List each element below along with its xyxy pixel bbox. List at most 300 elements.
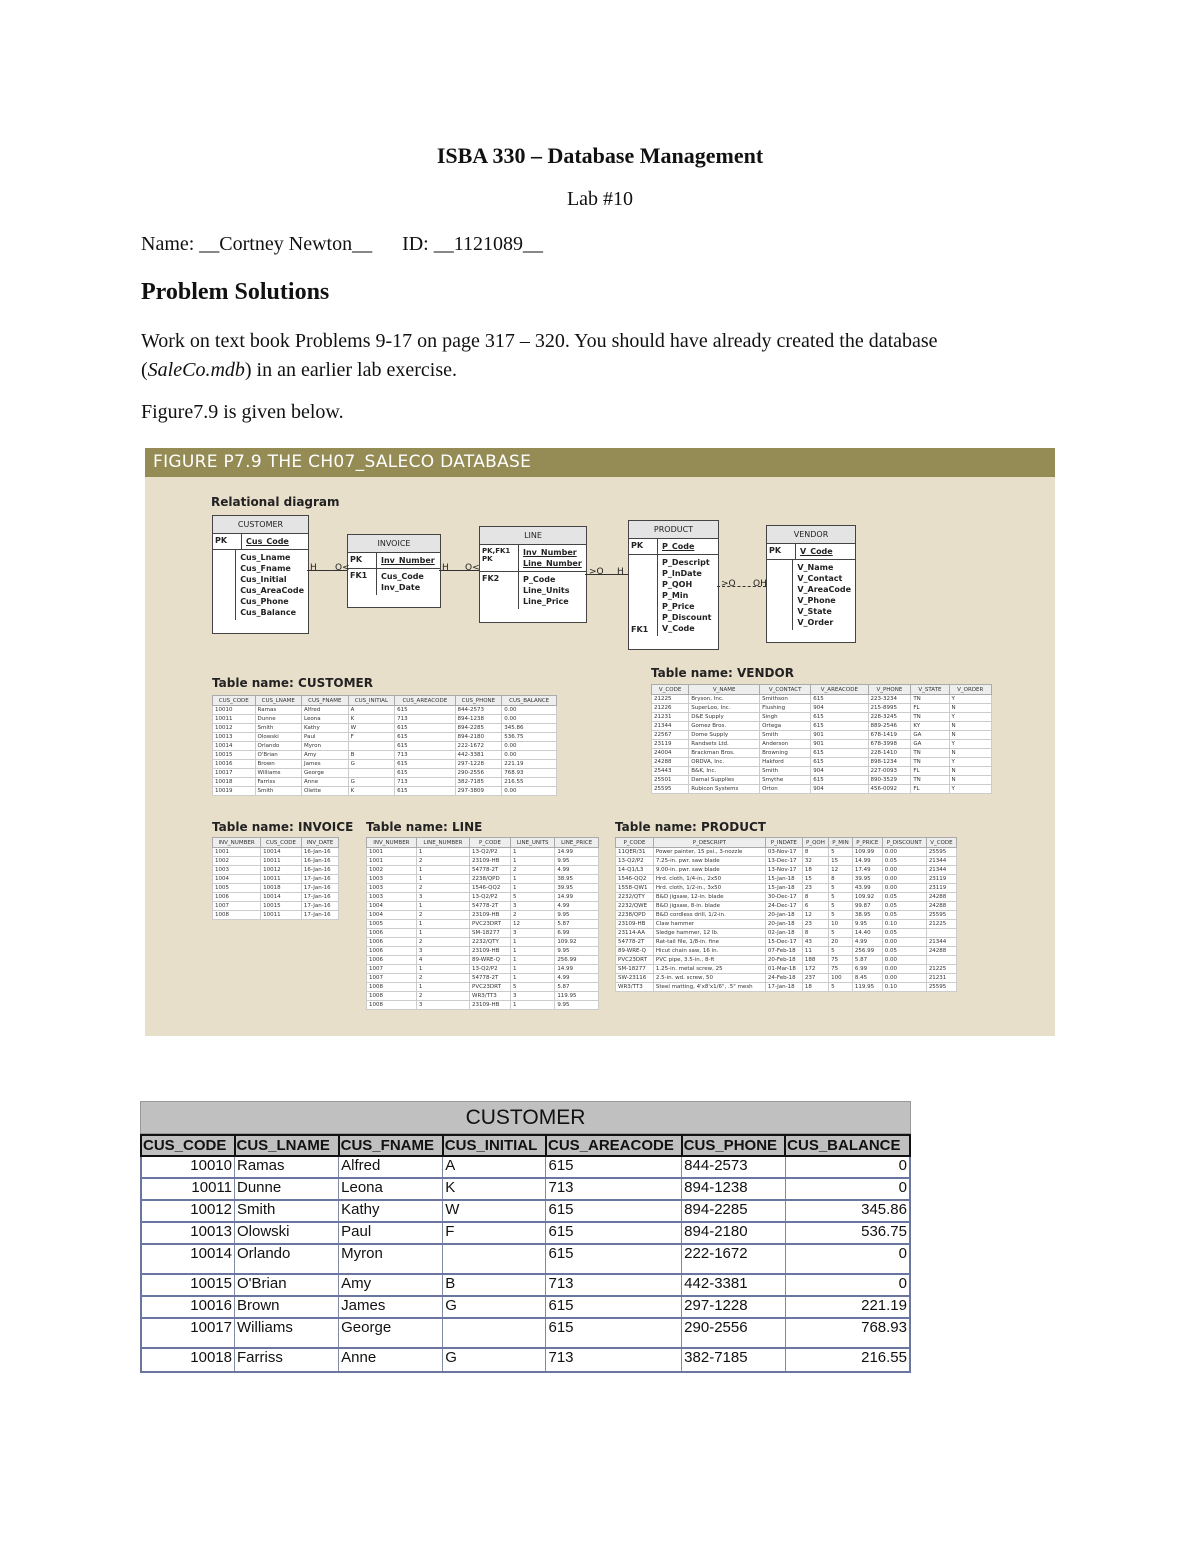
table-cell: 9.95 [555, 911, 599, 920]
table-row [213, 902, 339, 911]
table-cell: K [348, 787, 395, 796]
table-cell: GA [911, 740, 949, 749]
table-cell: 14.99 [555, 848, 599, 857]
entity-line-pk: PK,FK1 PK [480, 545, 519, 571]
table-cell: 32 [802, 857, 828, 866]
table-cell: 615 [811, 776, 868, 785]
table-cell: 221.19 [785, 1296, 910, 1318]
table-cell: 0.00 [882, 848, 926, 857]
figure-note: Figure7.9 is given below. [141, 401, 344, 423]
table-cell: 9.95 [555, 1001, 599, 1010]
table-cell: 442-3381 [455, 751, 502, 760]
table-cell: 9.95 [555, 947, 599, 956]
table-cell: 1 [511, 947, 555, 956]
table-cell: Smithson [760, 695, 811, 704]
table-cell: 615 [395, 742, 455, 751]
table-cell: 1007 [367, 974, 417, 983]
table-cell: TN [911, 713, 949, 722]
table-cell: 9.00-in. pwr. saw blade [653, 866, 765, 875]
table-cell: 1007 [213, 902, 261, 911]
entity-attribute: P_QOH [662, 580, 693, 589]
table-cell: Hicut chain saw, 16 in. [653, 947, 765, 956]
table-cell: 615 [811, 758, 868, 767]
table-row [616, 893, 957, 902]
figure-banner: FIGURE P7.9 THE CH07_SALECO DATABASE [145, 448, 1055, 477]
table-cell: Y [949, 713, 991, 722]
table-cell: 1008 [367, 992, 417, 1001]
table-cell: 2232/QTY [470, 938, 511, 947]
mini-table-product [615, 837, 957, 992]
table-cell: 1 [511, 857, 555, 866]
customer-table-body [141, 1156, 910, 1372]
table-cell: Rubicon Systems [689, 785, 760, 794]
table-cell: 713 [546, 1348, 682, 1372]
table-cell: 20 [829, 938, 853, 947]
table-cell: 0.05 [882, 902, 926, 911]
table-cell: 1546-QQ2 [616, 875, 654, 884]
entity-vendor-pk: PK [767, 544, 796, 559]
table-cell: WR3/TT3 [470, 992, 511, 1001]
table-cell: 24-Dec-17 [765, 902, 802, 911]
entity-attribute: Cus_Fname [240, 564, 291, 573]
table-cell: 2 [416, 911, 469, 920]
table-cell: 1 [511, 1001, 555, 1010]
table-cell: 1 [416, 965, 469, 974]
table-cell: 54778-2T [470, 974, 511, 983]
table-cell: 8 [802, 929, 828, 938]
relational-diagram-label: Relational diagram [211, 495, 340, 509]
product-table-label: Table name: PRODUCT [615, 820, 766, 834]
table-cell: 5 [511, 893, 555, 902]
lab-number: Lab #10 [566, 188, 634, 210]
table-cell: 10011 [141, 1178, 235, 1200]
entity-product-fk: FK1 [631, 625, 649, 634]
table-cell: 99.87 [852, 902, 882, 911]
table-cell: 5 [829, 848, 853, 857]
table-cell: B&K, Inc. [689, 767, 760, 776]
table-cell: 1 [511, 965, 555, 974]
table-cell: 0.00 [882, 956, 926, 965]
customer-table-section [140, 1101, 911, 1373]
table-cell: Smythe [760, 776, 811, 785]
table-row [367, 875, 599, 884]
table-cell: 13-Q2/P2 [616, 857, 654, 866]
table-cell: 12 [829, 866, 853, 875]
table-row [367, 947, 599, 956]
table-cell: 17-Jan-16 [301, 911, 338, 920]
table-cell: 713 [395, 751, 455, 760]
entity-attribute: Inv_Number [523, 548, 577, 557]
table-cell: 0.00 [882, 974, 926, 983]
entity-attribute: P_InDate [662, 569, 702, 578]
table-cell: 0.10 [882, 920, 926, 929]
entity-attribute: P_Price [662, 602, 695, 611]
table-cell: 17-Jan-16 [301, 902, 338, 911]
table-cell: 678-3998 [868, 740, 911, 749]
table-cell: 256.99 [852, 947, 882, 956]
table-row [141, 1178, 910, 1200]
table-cell: 109.92 [555, 938, 599, 947]
table-cell: Randsets Ltd. [689, 740, 760, 749]
table-cell: 615 [395, 787, 455, 796]
entity-invoice-name: INVOICE [348, 535, 440, 553]
table-cell: 23109-HB [470, 857, 511, 866]
table-cell: 25595 [652, 785, 689, 794]
table-cell: 10017 [141, 1318, 235, 1348]
table-cell: 6 [802, 902, 828, 911]
table-cell: 5.87 [555, 920, 599, 929]
table-cell: 25501 [652, 776, 689, 785]
table-row [213, 751, 557, 760]
entity-attribute: V_Code [662, 624, 695, 633]
table-cell: 1546-QQ2 [470, 884, 511, 893]
table-cell: George [302, 769, 349, 778]
table-cell: 54778-2T [616, 938, 654, 947]
entity-customer-pk: PK [213, 534, 242, 549]
table-cell: 13-Dec-17 [765, 857, 802, 866]
table-cell: 5 [829, 929, 853, 938]
table-cell: 10018 [213, 778, 256, 787]
table-cell: George [339, 1318, 443, 1348]
table-row [213, 760, 557, 769]
table-cell: 25595 [926, 983, 956, 992]
table-cell: Myron [302, 742, 349, 751]
table-cell: N [949, 722, 991, 731]
column-header: V_CODE [652, 685, 689, 695]
table-cell: 119.95 [555, 992, 599, 1001]
table-cell: 0.00 [882, 875, 926, 884]
table-cell: B&D jigsaw, 8-in. blade [653, 902, 765, 911]
table-row [367, 929, 599, 938]
table-cell: 4.99 [555, 866, 599, 875]
table-cell: Ortega [760, 722, 811, 731]
line-table-label: Table name: LINE [366, 820, 483, 834]
table-cell: PVC23DRT [470, 983, 511, 992]
table-cell: 24004 [652, 749, 689, 758]
table-row [213, 893, 339, 902]
table-cell: B [348, 751, 395, 760]
table-cell: 6.99 [555, 929, 599, 938]
table-cell: 21225 [652, 695, 689, 704]
table-cell: O'Brian [235, 1274, 339, 1296]
table-cell: 119.95 [852, 983, 882, 992]
table-cell: Damal Supplies [689, 776, 760, 785]
table-cell: 890-3529 [868, 776, 911, 785]
table-cell: SuperLoo, Inc. [689, 704, 760, 713]
table-row [213, 715, 557, 724]
entity-product-pk: PK [629, 539, 658, 554]
table-cell: 345.86 [502, 724, 557, 733]
table-cell: 24288 [652, 758, 689, 767]
table-cell: 38.95 [852, 911, 882, 920]
table-cell: 23109-HB [470, 947, 511, 956]
column-header: P_PRICE [852, 838, 882, 848]
column-header: P_DISCOUNT [882, 838, 926, 848]
table-cell: 109.99 [852, 848, 882, 857]
entity-line [479, 526, 587, 623]
entity-attribute: V_Contact [797, 574, 843, 583]
table-cell: 1 [511, 938, 555, 947]
table-cell: 1006 [367, 929, 417, 938]
entity-invoice-pk: PK [348, 553, 377, 568]
table-cell: 17-Jan-16 [301, 893, 338, 902]
table-row [213, 787, 557, 796]
table-cell: 0.05 [882, 947, 926, 956]
table-cell: 23114-AA [616, 929, 654, 938]
table-cell: 14.99 [555, 893, 599, 902]
table-row [616, 983, 957, 992]
table-cell: 0.00 [502, 706, 557, 715]
table-cell: 1006 [213, 893, 261, 902]
table-cell: 2 [511, 911, 555, 920]
table-cell: Williams [255, 769, 302, 778]
table-cell: 23109-HB [470, 911, 511, 920]
column-header: V_PHONE [868, 685, 911, 695]
table-cell: 0.00 [502, 751, 557, 760]
table-cell: 10014 [141, 1244, 235, 1274]
table-cell: G [348, 778, 395, 787]
table-cell: GA [911, 731, 949, 740]
column-header: V_CONTACT [760, 685, 811, 695]
entity-line-name: LINE [480, 527, 586, 545]
table-cell: F [443, 1222, 546, 1244]
table-cell: 4 [416, 956, 469, 965]
table-cell: 894-1238 [455, 715, 502, 724]
entity-attribute: Inv_Date [381, 583, 421, 592]
table-cell: 10017 [213, 769, 256, 778]
table-cell: 1007 [367, 965, 417, 974]
table-cell: Hrd. cloth, 1/4-in., 2x50 [653, 875, 765, 884]
table-cell: 10015 [213, 751, 256, 760]
table-cell: 345.86 [785, 1200, 910, 1222]
table-cell: 25595 [926, 848, 956, 857]
table-cell: 12 [511, 920, 555, 929]
column-header: P_QOH [802, 838, 828, 848]
mini-table-line [366, 837, 599, 1010]
table-cell: Anne [302, 778, 349, 787]
table-cell: 615 [811, 722, 868, 731]
table-cell: 0 [785, 1178, 910, 1200]
mini-table-customer [212, 695, 557, 796]
table-cell: PVC23DRT [616, 956, 654, 965]
entity-attribute: P_Min [662, 591, 689, 600]
table-row [367, 848, 599, 857]
table-cell: 1008 [367, 1001, 417, 1010]
table-cell: Myron [339, 1244, 443, 1274]
table-cell: Y [949, 695, 991, 704]
table-cell: Steel matting, 4'x8'x1/6", .5" mesh [653, 983, 765, 992]
table-cell: 5.87 [555, 983, 599, 992]
customer-table-header [141, 1135, 910, 1156]
entity-line-pk-attrs [519, 545, 586, 571]
crowfoot-mark: O< [335, 563, 350, 573]
table-cell: 5 [829, 902, 853, 911]
table-cell: Y [949, 758, 991, 767]
customer-table [140, 1134, 911, 1373]
table-cell: 615 [395, 760, 455, 769]
entity-attribute: P_Descript [662, 558, 710, 567]
table-row [652, 785, 992, 794]
table-cell: 01-Mar-18 [765, 965, 802, 974]
table-cell: 290-2556 [455, 769, 502, 778]
column-header: P_CODE [470, 838, 511, 848]
table-cell: 216.55 [502, 778, 557, 787]
table-cell: Amy [302, 751, 349, 760]
table-cell: G [443, 1296, 546, 1318]
table-cell: 1 [416, 983, 469, 992]
table-cell: 216.55 [785, 1348, 910, 1372]
table-cell: 2 [416, 884, 469, 893]
table-cell: 10015 [261, 902, 302, 911]
table-row [367, 965, 599, 974]
table-cell: 1 [511, 875, 555, 884]
entity-attribute: V_Order [797, 618, 834, 627]
table-cell: 4.99 [555, 974, 599, 983]
column-header: CUS_CODE [213, 696, 256, 706]
table-cell: 9.95 [555, 857, 599, 866]
table-cell: 10 [829, 920, 853, 929]
table-cell: 12 [802, 911, 828, 920]
table-cell: 1.25-in. metal screw, 25 [653, 965, 765, 974]
table-row [213, 724, 557, 733]
table-row [652, 776, 992, 785]
table-cell: 8 [802, 893, 828, 902]
table-row [616, 938, 957, 947]
table-cell: 290-2556 [682, 1318, 786, 1348]
table-cell: KY [911, 722, 949, 731]
table-cell: 713 [395, 715, 455, 724]
table-cell: 1005 [367, 920, 417, 929]
table-cell: Paul [339, 1222, 443, 1244]
table-cell: 0.00 [882, 938, 926, 947]
table-cell: 17-Jan-16 [301, 884, 338, 893]
table-cell: 21231 [926, 974, 956, 983]
table-cell: 11 [802, 947, 828, 956]
column-header: V_STATE [911, 685, 949, 695]
table-cell: 6.99 [852, 965, 882, 974]
table-row [367, 992, 599, 1001]
table-cell: Claw hammer [653, 920, 765, 929]
entity-attribute: Line_Price [523, 597, 569, 606]
table-cell: 24288 [926, 947, 956, 956]
table-cell: 615 [395, 769, 455, 778]
column-header: CUS_FNAME [302, 696, 349, 706]
table-cell: 382-7185 [682, 1348, 786, 1372]
table-cell: James [302, 760, 349, 769]
table-cell: 21344 [926, 938, 956, 947]
table-cell: 0.05 [882, 893, 926, 902]
table-cell: Orlando [255, 742, 302, 751]
table-cell: 0.05 [882, 929, 926, 938]
crowfoot-mark: >O [589, 567, 604, 577]
table-cell: W [443, 1200, 546, 1222]
entity-customer-pk-attr: Cus_Code [246, 537, 289, 546]
column-header: CUS_LNAME [235, 1135, 339, 1156]
table-cell: 10012 [141, 1200, 235, 1222]
entity-invoice-pk-attr: Inv_Number [381, 556, 435, 565]
entity-attribute: P_Discount [662, 613, 712, 622]
table-cell: 39.95 [852, 875, 882, 884]
column-header: CUS_AREACODE [546, 1135, 682, 1156]
column-header: CUS_INITIAL [348, 696, 395, 706]
entity-customer [212, 515, 309, 634]
table-cell: 0 [785, 1156, 910, 1178]
table-cell: 10011 [261, 857, 302, 866]
entity-attribute: Cus_Code [381, 572, 424, 581]
column-header: LINE_PRICE [555, 838, 599, 848]
table-cell: 13-Nov-17 [765, 866, 802, 875]
table-cell: 1003 [367, 875, 417, 884]
table-cell: 1 [416, 848, 469, 857]
column-header: P_INDATE [765, 838, 802, 848]
table-row [616, 848, 957, 857]
entity-product-pk-attr: P_Code [662, 542, 695, 551]
entity-vendor-attrs [793, 560, 855, 630]
table-cell: 615 [395, 724, 455, 733]
entity-vendor-name: VENDOR [767, 526, 855, 544]
table-cell: 5 [511, 983, 555, 992]
table-cell: 0.00 [502, 715, 557, 724]
table-cell: Kathy [339, 1200, 443, 1222]
table-cell: ORDVA, Inc. [689, 758, 760, 767]
table-row [367, 884, 599, 893]
table-cell: 1 [416, 920, 469, 929]
table-cell: 13-Q2/P2 [470, 893, 511, 902]
table-cell: 03-Nov-17 [765, 848, 802, 857]
table-cell: 54778-2T [470, 902, 511, 911]
table-cell: 1 [511, 848, 555, 857]
table-cell: 889-2546 [868, 722, 911, 731]
column-header: P_MIN [829, 838, 853, 848]
table-cell: Paul [302, 733, 349, 742]
table-cell: 1008 [213, 911, 261, 920]
one-mark: H [617, 567, 624, 577]
table-cell [348, 742, 395, 751]
table-row [141, 1296, 910, 1318]
table-cell: 75 [829, 965, 853, 974]
table-cell: 0.00 [882, 866, 926, 875]
table-cell: Anderson [760, 740, 811, 749]
table-cell: Anne [339, 1348, 443, 1372]
table-cell: 2 [416, 992, 469, 1001]
entity-invoice-attrs [377, 569, 428, 595]
column-header: CUS_PHONE [682, 1135, 786, 1156]
table-cell: 10015 [141, 1274, 235, 1296]
entity-attribute: V_Name [797, 563, 834, 572]
table-cell: 894-2180 [455, 733, 502, 742]
table-cell: 3 [511, 902, 555, 911]
table-cell: 20-Jan-18 [765, 920, 802, 929]
table-cell: 678-1419 [868, 731, 911, 740]
table-cell: 256.99 [555, 956, 599, 965]
table-cell: 615 [546, 1200, 682, 1222]
table-cell: 297-1228 [455, 760, 502, 769]
table-cell: N [949, 749, 991, 758]
table-cell: 1001 [367, 848, 417, 857]
table-cell: TN [911, 776, 949, 785]
table-cell: 21226 [652, 704, 689, 713]
table-cell: 89-WRE-Q [616, 947, 654, 956]
table-cell: 228-3245 [868, 713, 911, 722]
table-cell: 1004 [367, 902, 417, 911]
table-cell: 768.93 [785, 1318, 910, 1348]
table-cell [926, 956, 956, 965]
table-cell: 5 [829, 893, 853, 902]
entity-attribute: Cus_Lname [240, 553, 291, 562]
table-cell: 7.25-in. pwr. saw blade [653, 857, 765, 866]
table-cell: 14.99 [555, 965, 599, 974]
table-cell: 901 [811, 731, 868, 740]
